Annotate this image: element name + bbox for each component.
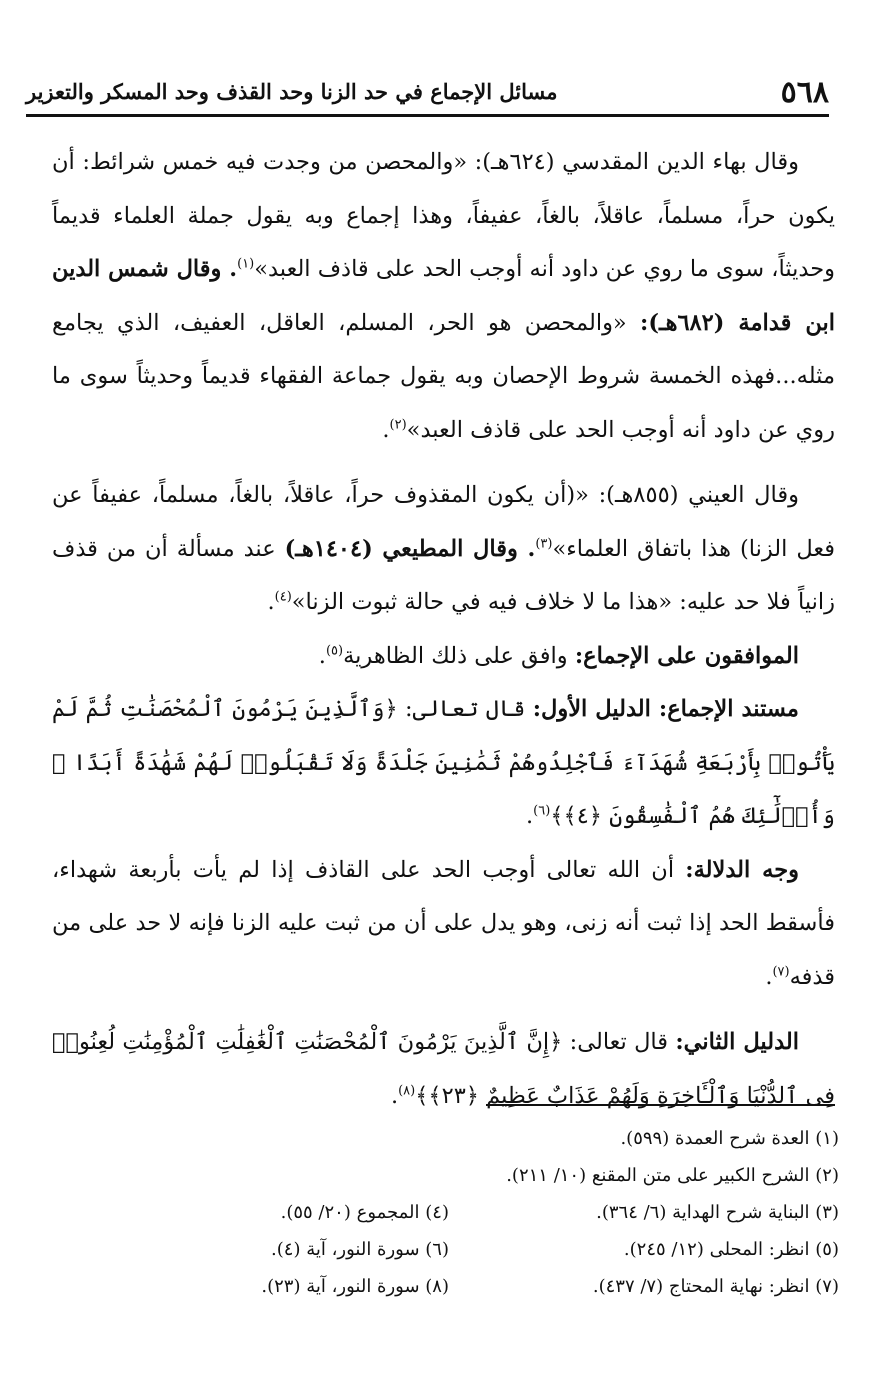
paragraph-ayni-mutiei: وقال العيني (٨٥٥هـ): «(أن يكون المقذوف حراً، عاقلاً، بالغاً، مسلماً، عفيفاً عن فعل الزنا) هذا باتفاق العلماء»$^{(٣)}$. وقال المطيعي (١٤٠٤هـ) عند مسألة أن من قذف زانياً فلا حد عليه: «هذا ما لا خلاف فيه في حالة ثبوت الزنا»$^{(٤)}$. [52,482,836,615]
footnote-8: (٨) سورة النور، آية (٢٣). [261,1276,449,1297]
text-segment: وقال بهاء الدين المقدسي (٦٢٤هـ): «والمحصن من وجدت فيه خمس شرائط: أن يكون حراً، مسلماً، عاقلاً، بالغاً، عفيفاً، وهذا إجماع وبه يقول جملة العلماء قديماً وحديثاً، سوى ما روي عن داود أنه أوجب الحد على قاذف العبد» [52,149,835,282]
footnote-5: (٥) انظر: المحلى (١٢/ ٢٤٥). [623,1239,839,1260]
paragraph-inference: وجه الدلالة: أن الله تعالى أوجب الحد على القاذف إذا لم يأت بأربعة شهداء، فأسقط الحد إذا ثبت أنه زنى، وهو يدل على أن من ثبت عليه الزنا فإنه لا حد على من قذفه$^{(٧)}$. [52,856,835,990]
quran-verse: قال تعالى: ﴿إِنَّ ٱلَّذِينَ يَرْمُونَ ٱلْمُحْصَنَٰتِ ٱلْغَٰفِلَٰتِ ٱلْمُؤْمِنَٰتِ لُعِنُوا۟ فِى ٱلدُّنْيَا وَٱلْـَٔاخِرَةِ وَلَهُمْ عَذَابٌ عَظِيمٌ ﴿٢٣﴾﴾ [52,1029,835,1109]
footnote-ref[interactable]: (٦) [533,803,551,819]
footnote-ref[interactable]: (٣) [535,536,553,551]
text-segment: «والمحصن هو الحر، المسلم، العاقل، العفيف، الذي يجامع مثله...فهذه الخمسة شروط الإحصان وبه يقول جماعة الفقهاء قديماً وحديثاً سوى ما روي عن داود أنه أوجب الحد على قاذف العبد» [52,309,835,443]
footnote-ref[interactable]: (٢) [389,417,407,432]
footnote-1: (١) العدة شرح العمدة (٥٩٩). [620,1128,839,1149]
footnote-row [40,1194,839,1231]
footnote-row [40,1268,839,1305]
footnote-6: (٦) سورة النور، آية (٤). [271,1239,449,1260]
footnote-7: (٧) انظر: نهاية المحتاج (٧/ ٤٣٧). [592,1276,839,1297]
bold-segment: . وقال شمس الدين ابن قدامة (٦٨٢هـ): [52,256,835,336]
footnote-2: (٢) الشرح الكبير على متن المقنع (١٠/ ٢١١). [506,1165,839,1186]
section-label: الموافقون على الإجماع: [574,642,799,669]
paragraph-second-evidence: الدليل الثاني: قال تعالى: ﴿إِنَّ ٱلَّذِينَ يَرْمُونَ ٱلْمُحْصَنَٰتِ ٱلْغَٰفِلَٰتِ ٱلْمُؤْمِنَٰتِ لُعِنُوا۟ فِى ٱلدُّنْيَا وَٱلْـَٔاخِرَةِ وَلَهُمْ عَذَابٌ عَظِيمٌ ﴿٢٣﴾﴾$^{(٨)}$. [52,1029,835,1109]
text-segment: عند مسألة أن من قذف زانياً فلا حد عليه: «هذا ما لا خلاف فيه في حالة ثبوت الزنا» [52,535,835,615]
main-text [52,136,835,1123]
footnote-row [40,1231,839,1268]
footnotes [40,1120,839,1305]
footnote-4: (٤) المجموع (٢٠/ ٥٥). [280,1202,449,1223]
section-label: مستند الإجماع: الدليل الأول: [532,696,799,722]
footnote-ref[interactable]: (٨) [398,1083,416,1098]
bold-segment: . وقال المطيعي (١٤٠٤هـ) [284,535,536,562]
footnote-row [40,1120,839,1157]
footnote-row [40,1157,839,1194]
section-label: وجه الدلالة: [685,856,799,883]
text-segment: وافق على ذلك الظاهرية [343,642,575,669]
text-segment: وقال العيني (٨٥٥هـ): «(أن يكون المقذوف حراً، عاقلاً، بالغاً، مسلماً، عفيفاً عن فعل الزنا) هذا باتفاق العلماء» [52,482,836,562]
quran-verse: قال تعالى: ﴿وَٱلَّذِينَ يَرْمُونَ ٱلْمُحْصَنَٰتِ ثُمَّ لَمْ يَأْتُوا۟ بِأَرْبَعَةِ شُهَدَآءَ فَٱجْلِدُوهُمْ ثَمَٰنِينَ جَلْدَةً وَلَا تَقْبَلُوا۟ لَهُمْ شَهَٰدَةً أَبَدًا ۚ وَأُو۟لَٰٓئِكَ هُمُ ٱلْفَٰسِقُونَ ﴿٤﴾﴾ [52,696,835,829]
page-header [26,58,829,117]
section-label: الدليل الثاني: [675,1029,799,1055]
footnote-ref[interactable]: (٧) [772,964,790,979]
paragraph-maqdisi-ibn-qudama: وقال بهاء الدين المقدسي (٦٢٤هـ): «والمحصن من وجدت فيه خمس شرائط: أن يكون حراً، مسلماً، عاقلاً، بالغاً، عفيفاً، وهذا إجماع وبه يقول جملة العلماء قديماً وحديثاً، سوى ما روي عن داود أنه أوجب الحد على قاذف العبد»$^{(١)}$. وقال شمس الدين ابن قدامة (٦٨٢هـ): «والمحصن هو الحر، المسلم، العاقل، العفيف، الذي يجامع مثله...فهذه الخمسة شروط الإحصان وبه يقول جماعة الفقهاء قديماً وحديثاً سوى ما روي عن داود أنه أوجب الحد على قاذف العبد»$^{(٢)}$. [52,149,835,443]
text-segment: أن الله تعالى أوجب الحد على القاذف إذا لم يأت بأربعة شهداء، فأسقط الحد إذا ثبت أنه زنى، وهو يدل على أن من ثبت عليه الزنا فإنه لا حد على من قذفه [52,856,835,990]
page-number: ٥٦٨ [780,75,829,110]
footnote-ref[interactable]: (٥) [325,643,344,658]
footnote-ref[interactable]: (١) [237,256,255,272]
footnote-separator [486,1104,835,1106]
paragraph-first-evidence: مستند الإجماع: الدليل الأول: قال تعالى: ﴿وَٱلَّذِينَ يَرْمُونَ ٱلْمُحْصَنَٰتِ ثُمَّ لَمْ يَأْتُوا۟ بِأَرْبَعَةِ شُهَدَآءَ فَٱجْلِدُوهُمْ ثَمَٰنِينَ جَلْدَةً وَلَا تَقْبَلُوا۟ لَهُمْ شَهَٰدَةً أَبَدًا ۚ وَأُو۟لَٰٓئِكَ هُمُ ٱلْفَٰسِقُونَ ﴿٤﴾﴾$^{(٦)}$. [52,696,835,829]
footnote-3: (٣) البناية شرح الهداية (٦/ ٣٦٤). [596,1202,839,1223]
paragraph-agreeing-parties: الموافقون على الإجماع: وافق على ذلك الظاهرية$^{(٥)}$. [318,642,799,669]
footnote-ref[interactable]: (٤) [274,589,292,605]
running-title: مسائل الإجماع في حد الزنا وحد القذف وحد المسكر والتعزير [26,79,558,104]
